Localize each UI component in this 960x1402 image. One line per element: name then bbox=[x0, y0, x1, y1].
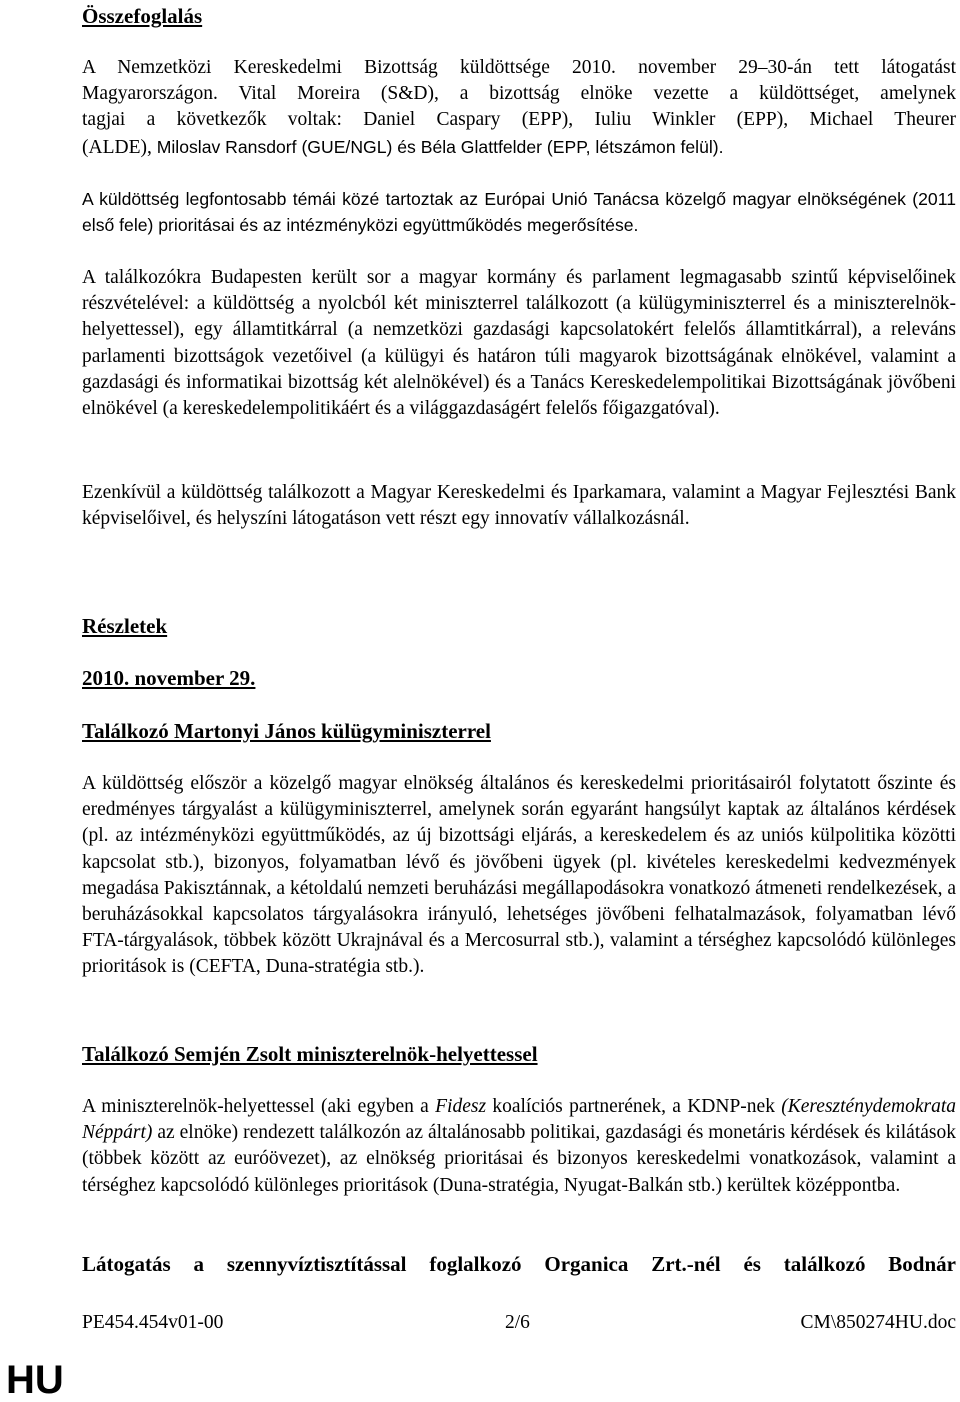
summary-p1-line-4a: (ALDE), bbox=[82, 136, 157, 158]
summary-p1-line-2 bbox=[82, 81, 956, 107]
details-date: 2010. november 29. bbox=[82, 666, 256, 690]
summary-p1-line-1: A Nemzetközi Kereskedelmi Bizottság küldöttsége 2010. november 29–30-án tett látogatást bbox=[82, 57, 956, 78]
language-code: HU bbox=[6, 1358, 64, 1402]
meeting-2-title: Találkozó Semjén Zsolt miniszterelnök-helyettessel bbox=[82, 1042, 538, 1066]
meeting-2-text-c: az elnöke) rendezett találkozón az általánosabb politikai, gazdasági és monetáris kérdések és kilátások (többek között az euróövezet), az elnökség prioritásai és bizonyos kereskedelmi vonatkozások, valamint a térséghez kapcsolódó különleges prioritások (Duna-stratégia, Nyugat-Balkán stb.) kerültek középpontba. bbox=[82, 1122, 956, 1196]
kdnp-full-name: (Kereszténydemokrata Néppárt) bbox=[82, 1096, 956, 1144]
footer-page-number: 2/6 bbox=[505, 1312, 530, 1333]
fidesz-party-name: Fidesz bbox=[435, 1096, 487, 1117]
meeting-2-text bbox=[82, 1094, 956, 1199]
summary-p1-line-2a: Magyarországon. bbox=[82, 83, 239, 105]
details-heading: Részletek bbox=[82, 614, 168, 638]
meeting-2-text-a: A miniszterelnök-helyettessel (aki egyben a bbox=[82, 1096, 436, 1117]
footer-doc-code: CM\850274HU.doc bbox=[800, 1312, 956, 1333]
page-footer bbox=[82, 1310, 956, 1336]
summary-heading: Összefoglalás bbox=[82, 4, 203, 28]
summary-p1-line-4b: Miloslav Ransdorf (GUE/NGL) és Béla Glattfelder (EPP, létszámon felül). bbox=[156, 136, 724, 157]
summary-paragraph-4: Ezenkívül a küldöttség találkozott a Magyar Kereskedelmi és Iparkamara, valamint a Magyar Fejlesztési Bank képviselőivel, és helyszíni látogatáson vett részt egy innovatív vállalkozásnál. bbox=[82, 482, 956, 530]
summary-p1-line-4 bbox=[82, 134, 956, 161]
meeting-1-text: A küldöttség először a közelgő magyar elnökség általános és kereskedelmi prioritásairól folytatott őszinte és eredményes tárgyalást a külügyminiszterrel, amelynek során egyaránt hangsúlyt kaptak az általános kérdések (pl. az intézményközi együttműködés, az új bizottsági eljárás, a kereskedelem és az uniós külpolitika közötti kapcsolat stb.), bizonyos, folyamatban lévő és jövőbeni ügyek (pl. kivételes kereskedelmi kedvezmények megadása Pakisztánnak, a kétoldalú nemzeti beruházási megállapodásokra vonatkozó átmeneti rendelkezések, a beruházásokkal kapcsolatos tárgyalásokra irányuló, lehetséges jövőbeni felhatalmazások, folyamatban lévő FTA-tárgyalások, többek között Ukrajnával és a Mercosurral stb.), valamint a térséghez kapcsolódó különleges prioritások is (CEFTA, Duna-stratégia stb.). bbox=[82, 773, 956, 978]
meeting-2-text-b: koalíciós partnerének, a KDNP-nek bbox=[486, 1096, 782, 1117]
summary-paragraph-2: A küldöttség legfontosabb témái közé tartoztak az Európai Unió Tanácsa közelgő magyar elnökségének (2011 első fele) prioritásai és az intézményközi együttműködés megerősítése. bbox=[82, 189, 956, 236]
summary-p1-line-3: tagjai a következők voltak: Daniel Caspary (EPP), Iuliu Winkler (EPP), Michael Theurer bbox=[82, 109, 956, 131]
summary-paragraph-1 bbox=[82, 55, 956, 161]
footer-reference: PE454.454v01-00 bbox=[82, 1312, 224, 1333]
summary-p1-line-2b: Vital Moreira (S&D), a bizottság elnöke vezette a küldöttséget, amelynek bbox=[238, 83, 956, 105]
meeting-1-title: Találkozó Martonyi János külügyminiszterrel bbox=[82, 719, 491, 743]
summary-paragraph-3: A találkozókra Budapesten került sor a magyar kormány és parlament legmagasabb szintű képviselőinek részvételével: a küldöttség a nyolcból két miniszterrel találkozott (a külügyminiszterrel és a miniszterelnök-helyettessel), egy államtitkárral (a nemzetközi gazdasági kapcsolatokért felelős államtitkárral), a releváns parlamenti bizottságok vezetőivel (a külügyi és határon túli magyarok bizottságának elnökével, valamint a gazdasági és informatikai bizottság két alelnökével) és a Tanács Kereskedelempolitikai Bizottságának jövőbeni elnökével (a kereskedelempolitikáért és a világgazdaságért felelős főigazgatóval). bbox=[82, 267, 956, 420]
visit-title: Látogatás a szennyvíztisztítással foglalkozó Organica Zrt.-nél és találkozó Bodnár bbox=[82, 1252, 956, 1276]
